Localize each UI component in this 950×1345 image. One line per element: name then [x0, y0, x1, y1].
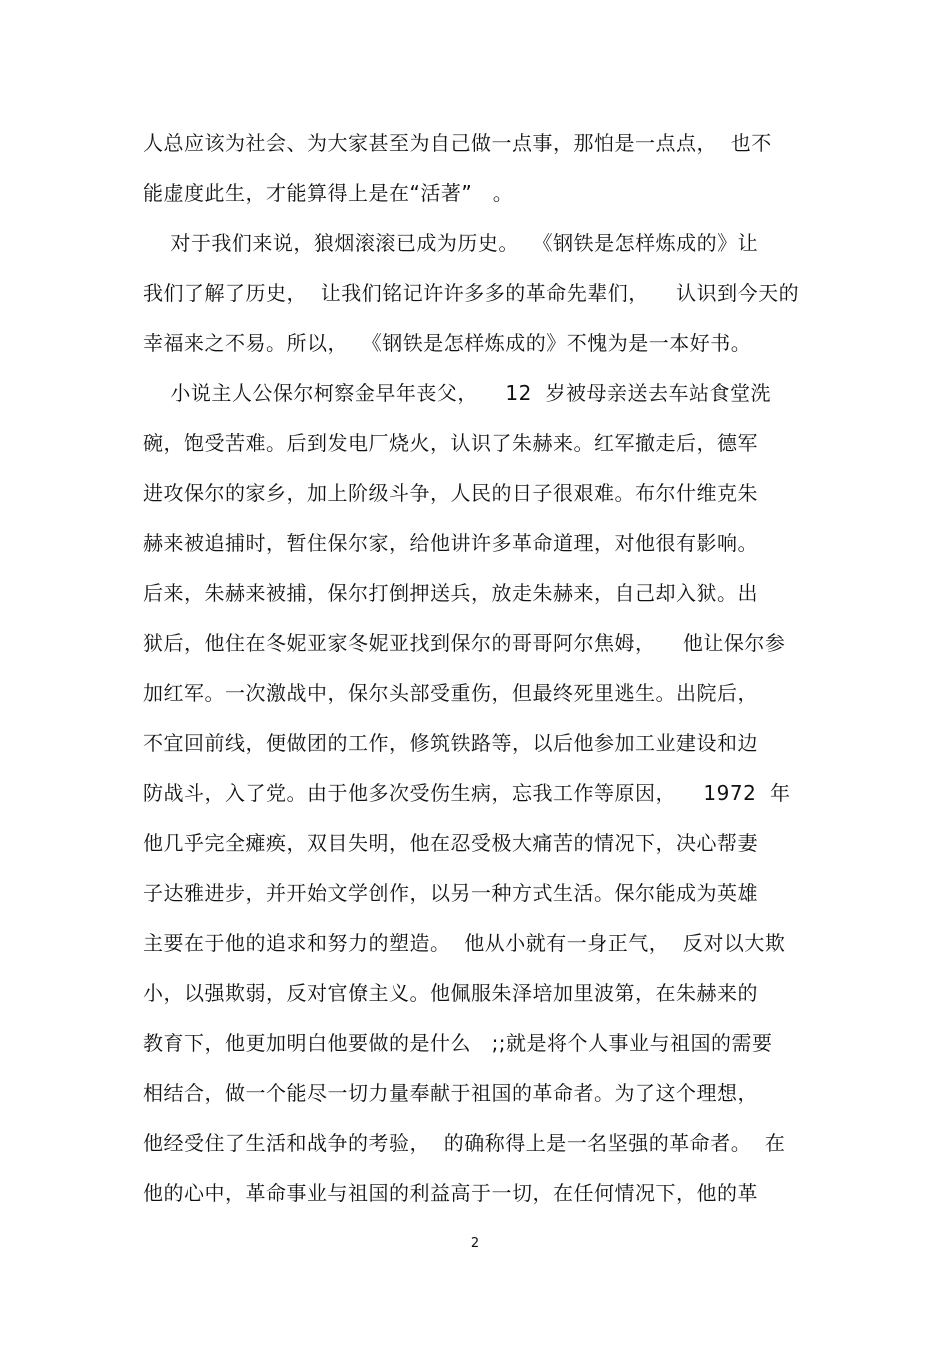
text-line: 加红军。一次激战中，保尔头部受重伤，但最终死里逃生。出院后，: [143, 681, 758, 705]
text-line: 碗，饱受苦难。后到发电厂烧火，认识了朱赫来。红军撤走后，德军: [143, 431, 758, 455]
text-line: 对于我们来说，狼烟滚滚已成为历史。 《钢铁是怎样炼成的》让: [143, 231, 759, 255]
text-line: 进攻保尔的家乡，加上阶级斗争，人民的日子很艰难。布尔什维克朱: [143, 481, 758, 505]
text-line: 他经受住了生活和战争的考验， 的确称得上是一名坚强的革命者。 在: [143, 1131, 786, 1155]
page-number: 2: [470, 1236, 480, 1251]
text-line: 主要在于他的追求和努力的塑造。 他从小就有一身正气， 反对以大欺: [143, 931, 786, 955]
text-line: 他的心中，革命事业与祖国的利益高于一切，在任何情况下，他的革: [143, 1181, 758, 1205]
text-line: 后来，朱赫来被捕，保尔打倒押送兵，放走朱赫来，自己却入狱。出: [143, 581, 758, 605]
text-line: 相结合，做一个能尽一切力量奉献于祖国的革命者。为了这个理想，: [143, 1081, 758, 1105]
text-line: 赫来被追捕时，暂住保尔家，给他讲许多革命道理，对他很有影响。: [143, 531, 758, 555]
text-line: 防战斗，入了党。由于他多次受伤生病，忘我工作等原因， 1972 年: [143, 781, 791, 805]
text-line: 他几乎完全瘫痪，双目失明，他在忍受极大痛苦的情况下，决心帮妻: [143, 831, 758, 855]
text-line: 小，以强欺弱，反对官僚主义。他佩服朱泽培加里波第，在朱赫来的: [143, 981, 758, 1005]
text-line: 不宜回前线，便做团的工作，修筑铁路等，以后他参加工业建设和边: [143, 731, 758, 755]
text-line: 子达雅进步，并开始文学创作，以另一种方式生活。保尔能成为英雄: [143, 881, 758, 905]
text-line: 人总应该为社会、为大家甚至为自己做一点事，那怕是一点点， 也不: [143, 131, 772, 155]
text-line: 我们了解了历史， 让我们铭记许许多多的革命先辈们， 认识到今天的: [143, 281, 800, 305]
text-line: 教育下，他更加明白他要做的是什么 ;;就是将个人事业与祖国的需要: [143, 1031, 773, 1055]
text-line: 能虚度此生，才能算得上是在“活著” 。: [143, 181, 514, 205]
text-line: 小说主人公保尔柯察金早年丧父， 12 岁被母亲送去车站食堂洗: [143, 381, 772, 405]
text-line: 狱后，他住在冬妮亚家冬妮亚找到保尔的哥哥阿尔焦姆， 他让保尔参: [143, 631, 786, 655]
text-line: 幸福来之不易。所以， 《钢铁是怎样炼成的》不愧为是一本好书。: [143, 331, 752, 355]
